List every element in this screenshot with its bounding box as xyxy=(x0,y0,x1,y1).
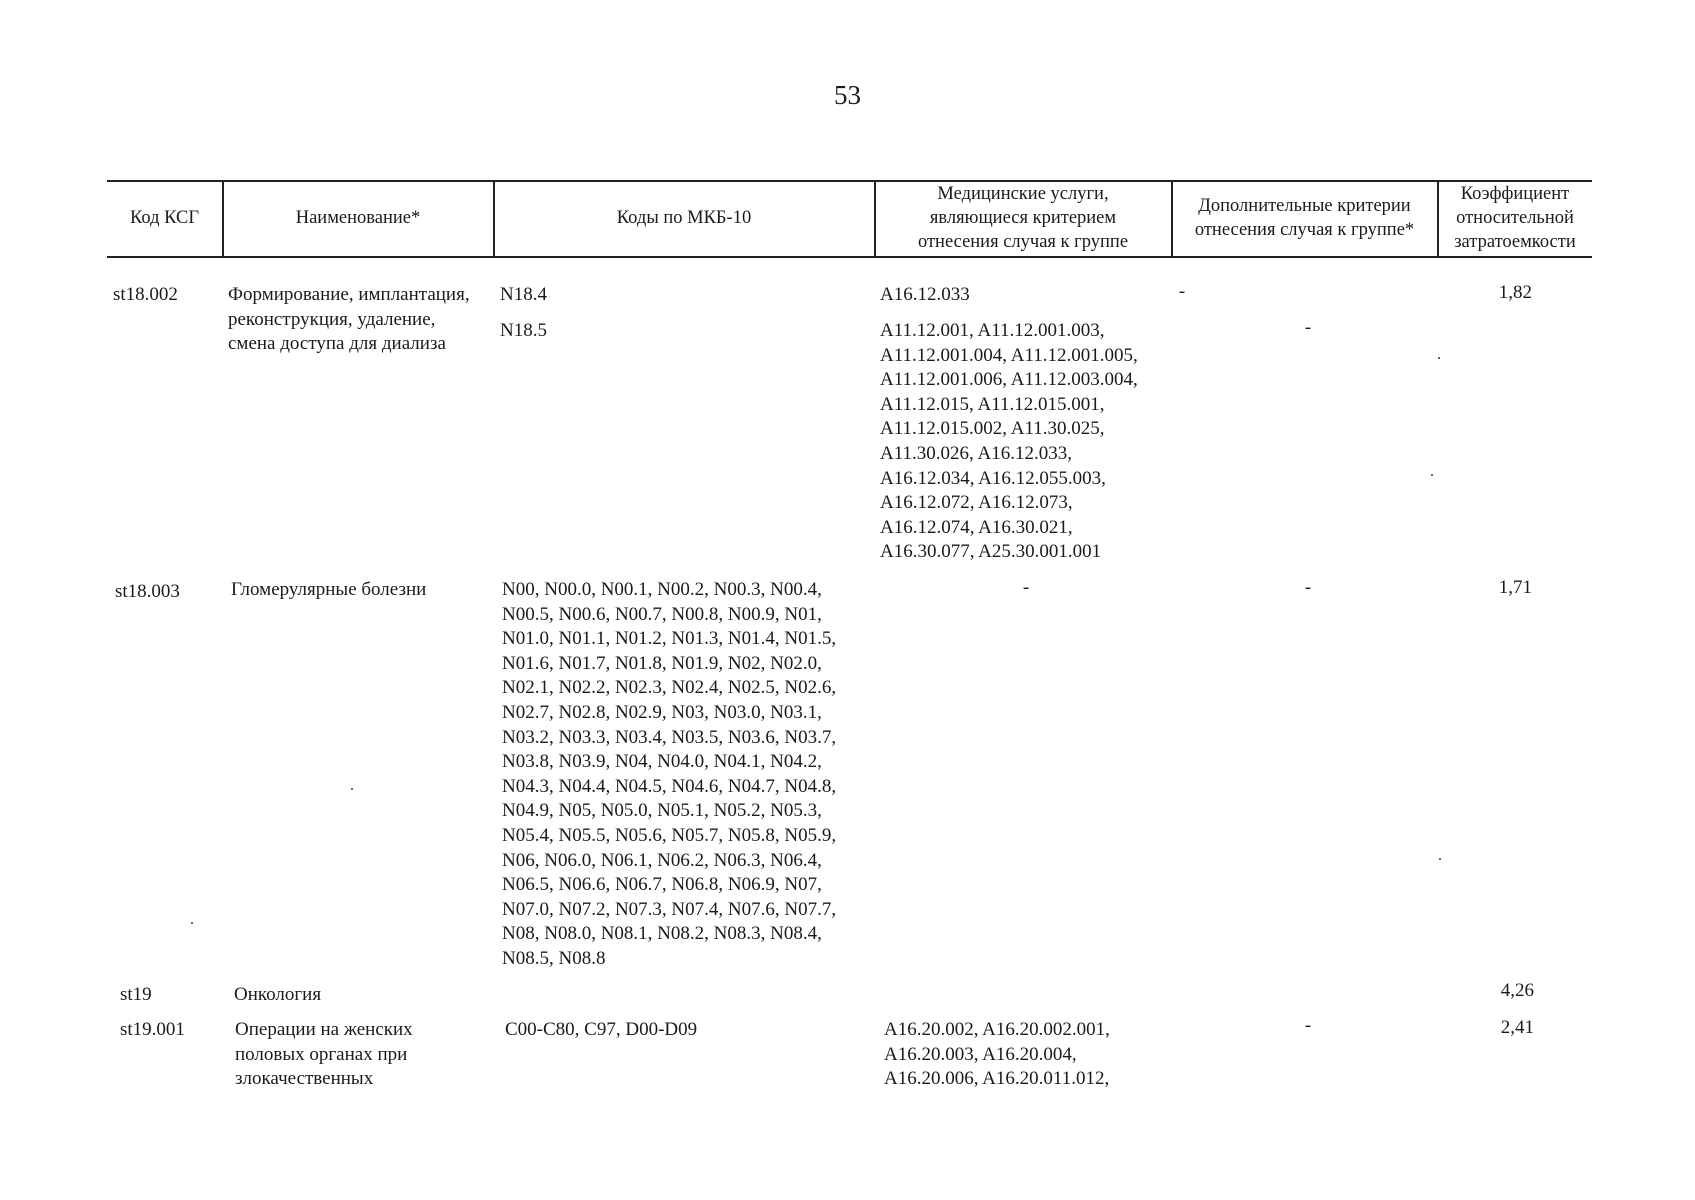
row-services: A16.20.002, A16.20.002.001, A16.20.003, A16.20.004, A16.20.006, A16.20.011.012, xyxy=(884,1019,1110,1090)
header-name: Наименование* xyxy=(295,208,421,228)
row-code: st19.001 xyxy=(120,1019,185,1040)
scan-speck xyxy=(191,922,193,924)
header-services: Медицинские услуги, являющиеся критерием отнесения случая к группе xyxy=(917,184,1129,252)
row-extra: - xyxy=(1304,317,1312,338)
row-extra: - xyxy=(1178,281,1186,302)
header-code: Код КСГ xyxy=(129,208,200,228)
scan-speck xyxy=(1438,357,1440,359)
row-code: st18.003 xyxy=(115,581,180,602)
row-coef: 1,71 xyxy=(1498,577,1532,598)
row-services: A11.12.001, A11.12.001.003, A11.12.001.004, A11.12.001.005, A11.12.001.006, A11.12.003.004, A11.12.015, A11.12.015.001, A11.12.015.002, A11.30.025, A11.30.026, A16.12.033, A16.12.034, A16.12.055.003, A16.12.072, A16.12.073, A16.12.074, A16.30.021, A16.30.077, A25.30.001.001 xyxy=(880,320,1138,563)
row-services: A16.12.033 xyxy=(880,284,970,305)
row-code: st19 xyxy=(120,984,152,1005)
row-extra: - xyxy=(1304,577,1312,598)
row-name: Онкология xyxy=(234,984,322,1005)
header-coef: Коэффициент относительной затратоемкости xyxy=(1454,184,1576,252)
header-extra: Дополнительные критерии отнесения случая к группе* xyxy=(1194,196,1415,240)
row-services: - xyxy=(1022,577,1030,598)
row-name: Формирование, имплантация, реконструкция, удаление, смена доступа для диализа xyxy=(228,284,470,355)
scan-speck xyxy=(1439,858,1441,860)
page-number: 53 xyxy=(834,80,861,110)
header-icd: Коды по МКБ-10 xyxy=(616,208,752,228)
scan-speck xyxy=(1431,474,1433,476)
row-icd: N00, N00.0, N00.1, N00.2, N00.3, N00.4, N00.5, N00.6, N00.7, N00.8, N00.9, N01, N01.0, N01.1, N01.2, N01.3, N01.4, N01.5, N01.6, N01.7, N01.8, N01.9, N02, N02.0, N02.1, N02.2, N02.3, N02.4, N02.5, N02.6, N02.7, N02.8, N02.9, N03, N03.0, N03.1, N03.2, N03.3, N03.4, N03.5, N03.6, N03.7, N03.8, N03.9, N04, N04.0, N04.1, N04.2, N04.3, N04.4, N04.5, N04.6, N04.7, N04.8, N04.9, N05, N05.0, N05.1, N05.2, N05.3, N05.4, N05.5, N05.6, N05.7, N05.8, N05.9, N06, N06.0, N06.1, N06.2, N06.3, N06.4, N06.5, N06.6, N06.7, N06.8, N06.9, N07, N07.0, N07.2, N07.3, N07.4, N07.6, N07.7, N08, N08.0, N08.1, N08.2, N08.3, N08.4, N08.5, N08.8 xyxy=(502,579,837,969)
row-icd: N18.4 xyxy=(500,284,547,305)
row-coef: 1,82 xyxy=(1498,282,1532,303)
row-name: Операции на женских половых органах при злокачественных xyxy=(235,1019,413,1090)
scan-speck xyxy=(351,788,353,790)
row-name: Гломерулярные болезни xyxy=(231,579,427,600)
header-bottom-rule xyxy=(107,256,1592,258)
row-icd: N18.5 xyxy=(500,320,547,341)
row-coef: 2,41 xyxy=(1500,1017,1534,1038)
row-code: st18.002 xyxy=(113,284,178,305)
row-extra: - xyxy=(1304,1015,1312,1036)
row-icd: C00-C80, C97, D00-D09 xyxy=(505,1019,698,1040)
row-coef: 4,26 xyxy=(1500,980,1534,1001)
